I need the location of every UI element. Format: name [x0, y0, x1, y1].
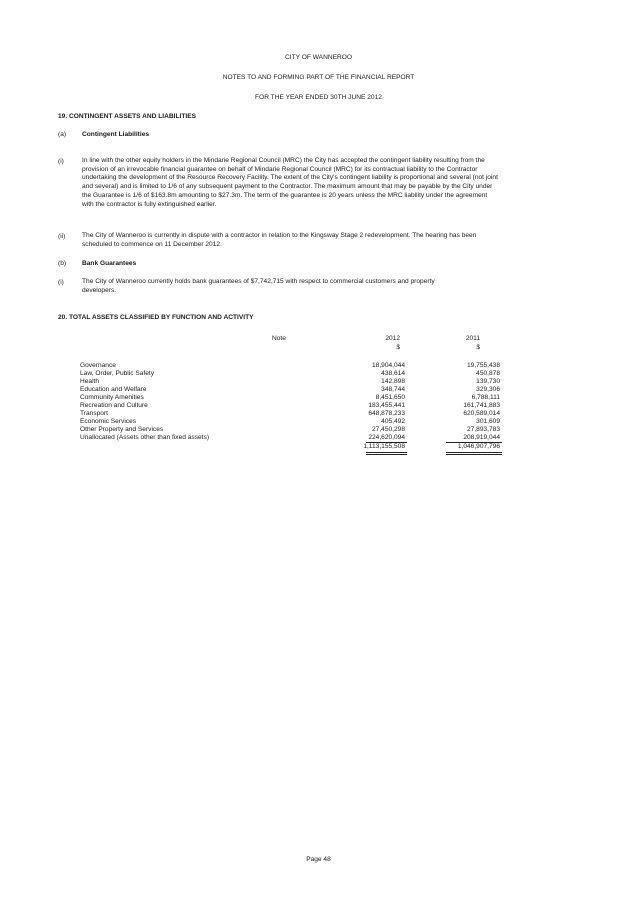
value-2011: 329,306 [476, 386, 500, 393]
subsection-b-marker: (b) [58, 260, 67, 267]
row-label: Governance [80, 362, 116, 369]
value-2012: 142,898 [381, 378, 405, 385]
value-2011: 301,609 [476, 418, 500, 425]
value-2011: 620,589,014 [463, 410, 500, 417]
value-2011: 19,755,438 [466, 362, 500, 369]
total-2012: 1,113,155,508 [363, 443, 405, 450]
total-double-rule-2011-b [446, 454, 502, 455]
value-2012: 648,878,233 [368, 410, 405, 417]
value-2011: 139,730 [476, 378, 500, 385]
subsection-a-marker: (a) [58, 131, 67, 138]
row-label: Other Property and Services [80, 426, 164, 433]
value-2012: 183,455,441 [368, 402, 405, 409]
value-2012: 18,904,044 [371, 362, 405, 369]
row-label: Health [80, 378, 100, 385]
value-2012: 348,744 [381, 386, 405, 393]
value-2011: 450,878 [476, 370, 500, 377]
report-period: FOR THE YEAR ENDED 30TH JUNE 2012 [255, 94, 382, 101]
total-2011: 1,046,907,796 [457, 443, 500, 450]
value-2011: 161,741,883 [463, 402, 500, 409]
organization-name: CITY OF WANNEROO [284, 54, 353, 61]
section-20-heading: 20. TOTAL ASSETS CLASSIFIED BY FUNCTION AND ACTIVITY [58, 314, 254, 321]
currency-2012: $ [396, 344, 400, 351]
report-title: NOTES TO AND FORMING PART OF THE FINANCIAL REPORT [222, 74, 415, 81]
value-2012: 27,450,298 [371, 426, 405, 433]
row-label: Community Amenities [80, 394, 144, 401]
column-header-2011: 2011 [465, 335, 480, 342]
row-label: Transport [80, 410, 108, 417]
item-i-marker: (i) [58, 158, 64, 165]
subsection-a-title: Contingent Liabilities [82, 131, 150, 138]
contingent-liability-paragraph: In line with the other equity holders in the Mindarie Regional Council (MRC) the City has accepted the contingent liability resulting from the provision of an irrevocable financial guarantee on behalf of Mindarie Regional Council (MRC) for its contractual liability to the Contractor undertaking the development of the Resource Recovery Facility. The extent of the City's contingent liability is proportional and several (not joint and several) and is limited to 1/6 of any subsequent payment to the Contractor. The maximum amount that may be payable by the City under the Guarantee is 1/6 of $163.8m amounting to $27.3m. The term of the guarantee is 20 years unless the MRC liability under the agreement with the contractor is fully extinguished earlier. [82, 157, 498, 208]
value-2012: 438,614 [381, 370, 405, 377]
row-label: Recreation and Culture [80, 402, 148, 409]
row-label: Unallocated (Assets other than fixed assets) [80, 434, 210, 441]
note-column-header: Note [272, 335, 286, 342]
value-2012: 8,451,650 [375, 394, 405, 401]
page-number: Page 48 [306, 856, 331, 863]
column-header-2012: 2012 [385, 335, 400, 342]
value-2012: 224,620,094 [368, 434, 405, 441]
bank-guarantees-paragraph: The City of Wanneroo currently holds bank guarantees of $7,742,715 with respect to commercial customers and property developers. [82, 278, 435, 294]
value-2011: 27,893,783 [466, 426, 500, 433]
row-label: Law, Order, Public Safety [80, 370, 155, 377]
row-label: Economic Services [80, 418, 137, 425]
section-19-heading: 19. CONTINGENT ASSETS AND LIABILITIES [58, 113, 196, 120]
value-2012: 405,492 [381, 418, 405, 425]
item-b-i-marker: (i) [58, 279, 64, 286]
total-double-rule-2011-a [446, 452, 502, 453]
total-double-rule-2012-a [366, 452, 407, 453]
value-2011: 208,919,044 [463, 434, 500, 441]
value-2011: 6,788,111 [471, 394, 500, 401]
total-double-rule-2012-b [366, 454, 407, 455]
subsection-b-title: Bank Guarantees [82, 260, 137, 267]
item-ii-marker: (ii) [58, 233, 66, 240]
dispute-paragraph: The City of Wanneroo is currently in dispute with a contractor in relation to the Kingsway Stage 2 redevelopment. The hearing has been scheduled to commence on 11 December 2012. [82, 232, 477, 248]
currency-2011: $ [476, 344, 480, 351]
row-label: Education and Welfare [80, 386, 147, 393]
